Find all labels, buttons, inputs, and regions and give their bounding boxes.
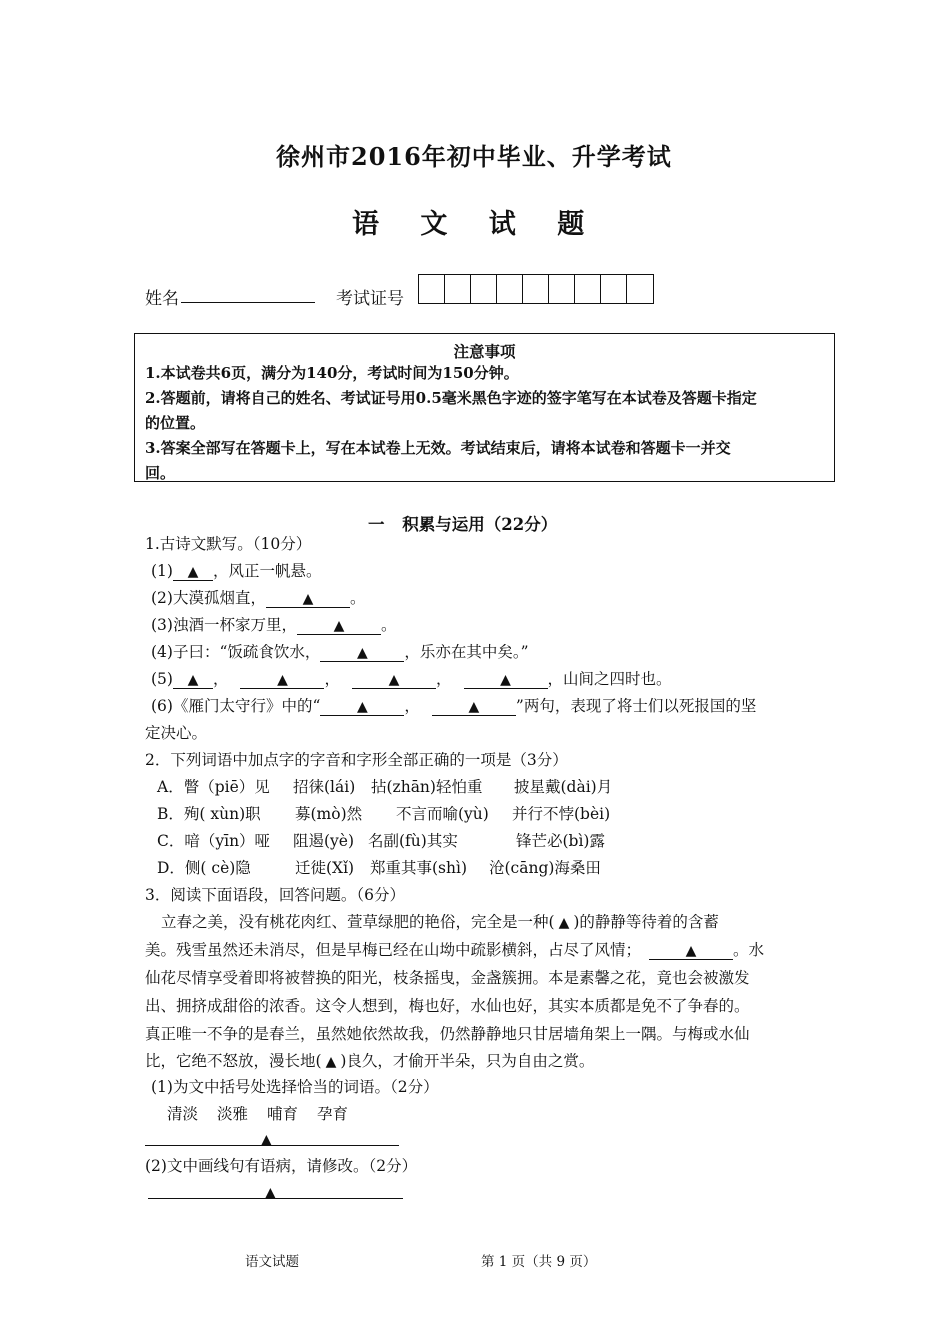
q2-option-a[interactable] [157,780,612,796]
option-word: 募(mò)然 [295,805,363,823]
notice-line: 3.答案全部写在答题卡上，写在本试卷上无效。考试结束后，请将本试卷和答题卡一并交 [145,439,731,457]
q3-sub-1: (1)为文中括号处选择恰当的词语。（2分） [151,1078,439,1096]
triangle-marker-icon: ▲ [685,943,697,959]
exam-id-box[interactable] [601,275,627,303]
q1-text: ， [212,670,229,688]
answer-blank[interactable] [649,943,733,960]
notice-heading: 注意事项 [453,342,516,361]
passage-text: 立春之美，没有桃花肉红、萱草绿肥的艳俗，完全是一种( [161,913,555,931]
option-word: 沧(cāng)海桑田 [489,859,601,877]
passage-line: 真正唯一不争的是春兰，虽然她依然故我，仍然静静地只甘居墙角架上一隅。与梅或水仙 [145,1025,750,1043]
answer-blank[interactable] [320,645,404,662]
exam-id-boxes[interactable] [418,274,654,304]
answer-blank[interactable] [297,618,381,635]
passage-line [145,943,764,960]
triangle-marker-icon: ▲ [357,699,368,715]
q1-text: (2)大漠孤烟直， [151,589,266,607]
page-number: 第 1 页（共 9 页） [481,1254,597,1270]
footer-left: 语文试题 [245,1254,299,1270]
triangle-marker-icon: ▲ [187,672,199,688]
q1-item-6-cont: 定决心。 [145,724,208,742]
q1-text: (1) [151,562,173,580]
option-word: 招徕(lái) [293,778,356,796]
option-word: 郑重其事(shì) [370,859,467,877]
word-choices [167,1107,348,1123]
passage-line [145,1054,594,1070]
option-word: 迁徙(Xǐ) [295,859,355,877]
passage-line: 出、拥挤成甜俗的浓香。这令人想到，梅也好，水仙也好，其实本质都是免不了争春的。 [145,997,750,1015]
word-choice: 孕育 [317,1105,349,1123]
name-field-line[interactable] [181,302,315,303]
exam-id-box[interactable] [471,275,497,303]
exam-id-box[interactable] [497,275,523,303]
notice-line: 的位置。 [145,414,206,432]
triangle-marker-icon: ▲ [333,618,345,634]
q1-text: ，乐亦在其中矣。” [404,643,529,661]
answer-blank[interactable] [352,672,436,689]
q1-text: ， [324,670,340,688]
passage-text: 比，它绝不怒放，漫长地( [145,1052,322,1070]
triangle-marker-icon: ▲ [388,672,400,688]
option-word: 不言而喻(yù) [396,805,489,823]
notice-box [134,333,835,482]
word-choice: 清淡 [167,1105,199,1123]
answer-blank[interactable] [266,591,350,608]
option-word: 拈(zhān)轻怕重 [371,778,483,796]
passage-text: 美。残雪虽然还未消尽，但是早梅已经在山坳中疏影横斜，占尽了风情； [145,941,642,959]
triangle-marker-icon: ▲ [187,564,199,580]
q1-text: ，山间之四时也。 [547,670,672,688]
passage-text: )良久，才偷开半朵，只为自由之赏。 [340,1052,595,1070]
q1-text: (4)子曰：“饭疏食饮水， [151,643,321,661]
triangle-marker-icon: ▲ [468,699,480,715]
answer-blank[interactable] [464,672,548,689]
triangle-marker-icon: ▲ [265,1185,276,1201]
exam-title: 徐州市2016年初中毕业、升学考试 [276,142,672,171]
passage-text: 。水 [733,941,765,959]
triangle-marker-icon: ▲ [302,591,314,607]
notice-line: 回。 [145,464,176,482]
answer-blank[interactable] [173,564,213,581]
triangle-marker-icon: ▲ [357,645,368,661]
q1-text: 。 [380,616,397,634]
exam-id-box[interactable] [445,275,471,303]
q1-text: (3)浊酒一杯家万里， [151,616,297,634]
option-word: D．侧( cè)隐 [157,859,251,877]
question-3-stem: 3．阅读下面语段，回答问题。（6分） [145,886,405,904]
exam-subtitle: 语 文 试 题 [352,209,585,240]
q1-item-4 [151,645,529,662]
answer-line[interactable] [145,1145,399,1146]
triangle-marker-icon: ▲ [558,915,570,931]
triangle-marker-icon: ▲ [500,672,511,688]
q3-sub-2: (2)文中画线句有语病，请修改。（2分） [145,1157,418,1175]
q1-text: (5) [151,670,173,688]
q1-item-3 [151,618,396,635]
option-word: 锋芒必(bì)露 [516,832,605,850]
option-word: 披星戴(dài)月 [514,778,613,796]
notice-line: 2.答题前，请将自己的姓名、考试证号用0.5毫米黑色字迹的签字笔写在本试卷及答题卡指定 [145,389,757,407]
passage-line [161,915,719,931]
option-word: C．喑（yīn）哑 [157,832,271,850]
option-word: 并行不悖(bèi) [512,805,611,823]
section-heading: 一 积累与运用（22分） [368,515,558,534]
exam-id-box[interactable] [549,275,575,303]
answer-blank[interactable] [173,672,213,689]
exam-id-label: 考试证号 [336,289,404,309]
q2-option-b[interactable] [157,807,610,823]
option-word: A．瞥（piē）见 [157,778,270,796]
answer-blank[interactable] [320,699,404,716]
word-choice: 淡雅 [217,1105,249,1123]
passage-text: )的静静等待着的含蓄 [573,913,719,931]
option-word: 阻遏(yè) [293,832,355,850]
exam-id-box[interactable] [419,275,445,303]
option-word: B．殉( xùn)职 [157,805,261,823]
q1-text: ”两句，表现了将士们以死报国的坚 [515,697,757,715]
q2-option-c[interactable] [157,834,605,850]
triangle-marker-icon: ▲ [261,1132,272,1148]
q1-text: ， [404,697,420,715]
q2-option-d[interactable] [157,861,601,877]
answer-blank[interactable] [240,672,324,689]
exam-id-box[interactable] [575,275,601,303]
q1-item-6 [151,699,756,716]
triangle-marker-icon: ▲ [277,672,288,688]
q1-text: ， [436,670,452,688]
option-word: 名副(fù)其实 [368,832,458,850]
passage-line: 仙花尽情享受着即将被替换的阳光，枝条摇曳，金盏簇拥。本是素馨之花，竟也会被激发 [145,969,750,987]
q1-text: ，风正一帆悬。 [212,562,322,580]
exam-id-box[interactable] [627,275,653,303]
q1-item-2 [151,591,365,608]
q1-text: 。 [349,589,366,607]
q1-item-5 [151,672,672,689]
q1-text: (6)《雁门太守行》中的“ [151,697,321,715]
triangle-marker-icon: ▲ [325,1054,337,1070]
question-1-stem: 1.古诗文默写。（10分） [145,535,312,553]
answer-blank[interactable] [432,699,516,716]
notice-line: 1.本试卷共6页，满分为140分，考试时间为150分钟。 [145,364,519,382]
q1-item-1 [151,564,321,581]
name-label: 姓名 [145,289,179,309]
exam-id-box[interactable] [523,275,549,303]
question-2-stem: 2．下列词语中加点字的字音和字形全部正确的一项是（3分） [145,751,568,769]
word-choice: 哺育 [267,1105,299,1123]
